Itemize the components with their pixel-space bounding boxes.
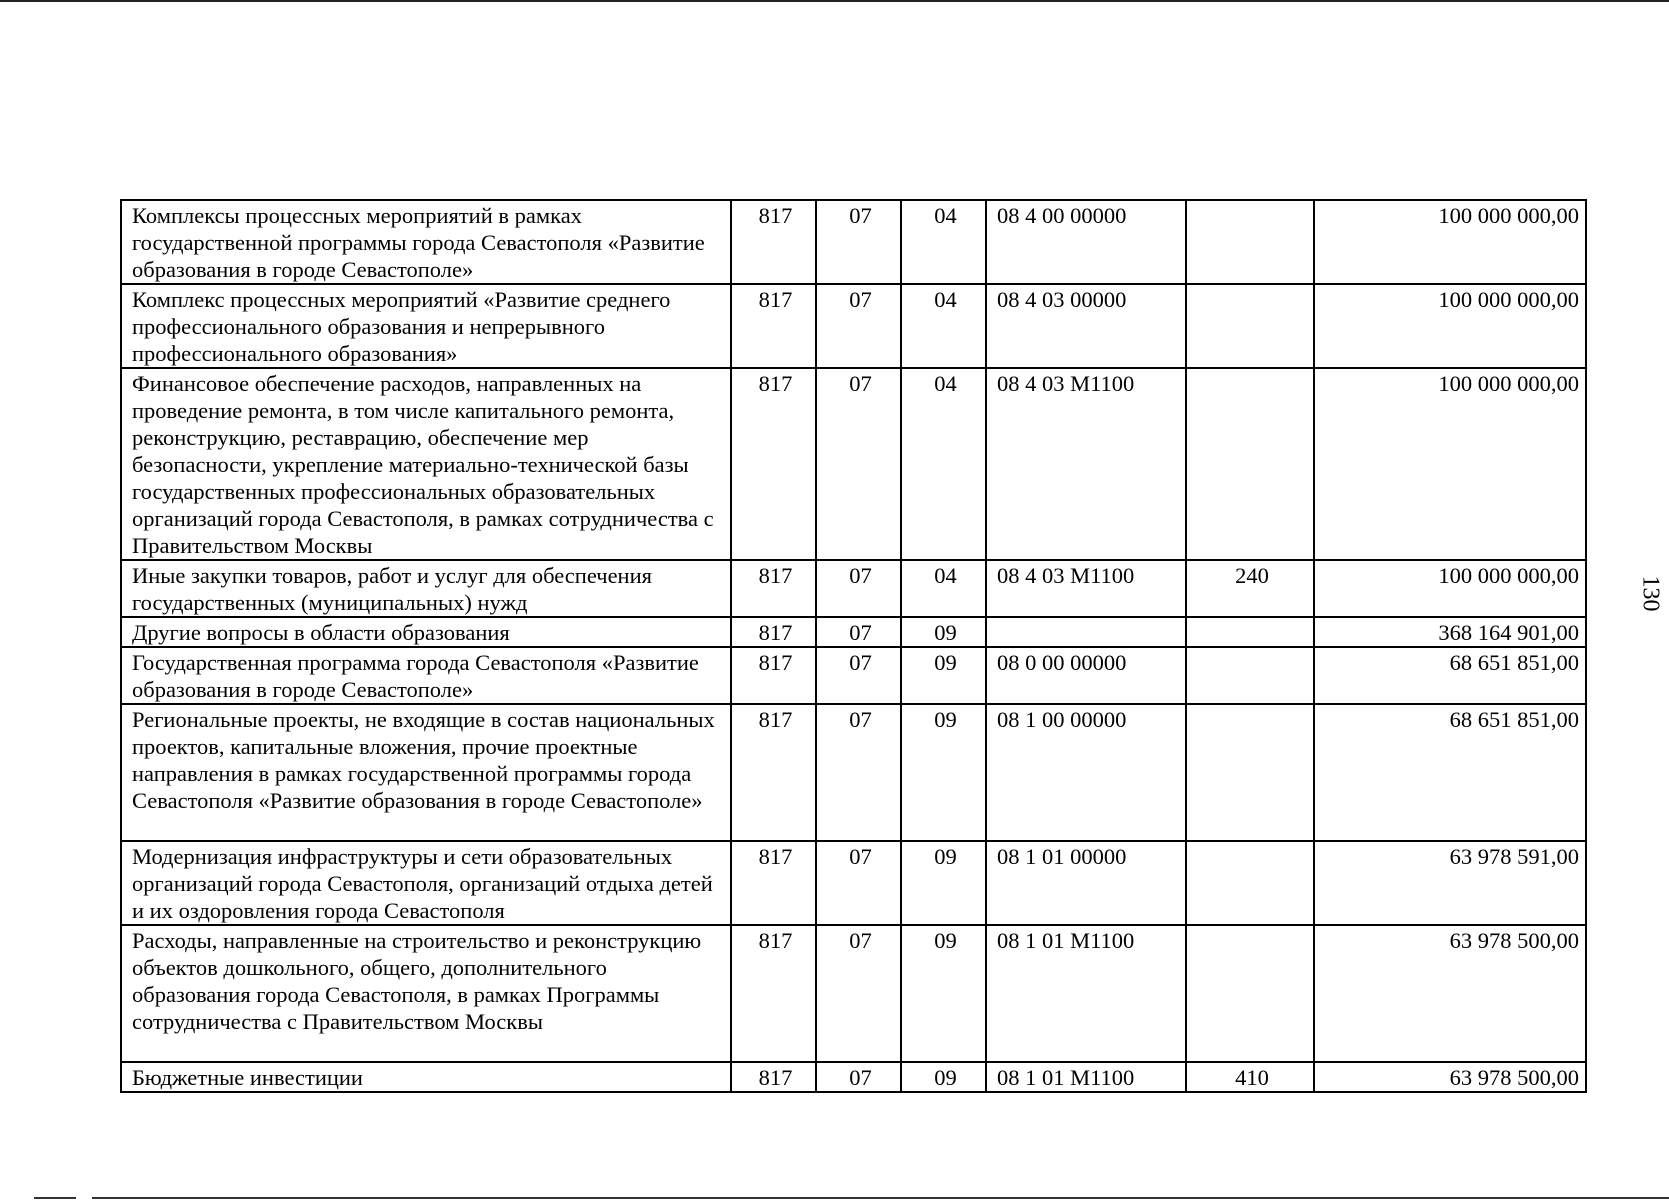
row-csr: 08 0 00 00000: [986, 647, 1186, 704]
row-vr: [1186, 925, 1314, 1062]
row-grbs: 817: [731, 704, 816, 841]
row-rz: 07: [816, 200, 901, 284]
row-csr: 08 4 03 М1100: [986, 368, 1186, 560]
budget-table: [120, 199, 1587, 1093]
row-rz: 07: [816, 368, 901, 560]
table-row: [121, 704, 1586, 841]
row-sum: 68 651 851,00: [1314, 647, 1586, 704]
row-pr: 04: [901, 200, 986, 284]
top-rule: [0, 0, 1669, 2]
row-vr: 410: [1186, 1062, 1314, 1092]
row-sum: 63 978 500,00: [1314, 1062, 1586, 1092]
bottom-rule: [92, 1197, 1669, 1199]
row-vr: [1186, 617, 1314, 647]
row-sum: 368 164 901,00: [1314, 617, 1586, 647]
row-csr: 08 4 03 00000: [986, 284, 1186, 368]
row-name: Государственная программа города Севастополя «Развитие образования в городе Севастополе»: [121, 647, 731, 704]
row-vr: [1186, 200, 1314, 284]
row-vr: [1186, 841, 1314, 925]
row-pr: 04: [901, 368, 986, 560]
row-name: Комплекс процессных мероприятий «Развитие среднего профессионального образования и непрерывного профессионального образования»: [121, 284, 731, 368]
table-row: [121, 647, 1586, 704]
row-pr: 09: [901, 1062, 986, 1092]
row-name: Модернизация инфраструктуры и сети образовательных организаций города Севастополя, организаций отдыха детей и их оздоровления города Севастополя: [121, 841, 731, 925]
row-rz: 07: [816, 704, 901, 841]
table-row: [121, 841, 1586, 925]
row-rz: 07: [816, 925, 901, 1062]
row-rz: 07: [816, 560, 901, 617]
row-rz: 07: [816, 841, 901, 925]
row-csr: 08 1 01 00000: [986, 841, 1186, 925]
row-grbs: 817: [731, 1062, 816, 1092]
row-pr: 09: [901, 704, 986, 841]
row-grbs: 817: [731, 284, 816, 368]
row-name: Региональные проекты, не входящие в состав национальных проектов, капитальные вложения, прочие проектные направления в рамках государственной программы города Севастополя «Развитие образования в городе Севастополе»: [121, 704, 731, 841]
row-pr: 09: [901, 925, 986, 1062]
row-sum: 100 000 000,00: [1314, 560, 1586, 617]
row-pr: 09: [901, 841, 986, 925]
row-vr: [1186, 284, 1314, 368]
row-sum: 63 978 500,00: [1314, 925, 1586, 1062]
row-name: Иные закупки товаров, работ и услуг для обеспечения государственных (муниципальных) нужд: [121, 560, 731, 617]
row-name: Другие вопросы в области образования: [121, 617, 731, 647]
row-grbs: 817: [731, 200, 816, 284]
row-pr: 04: [901, 284, 986, 368]
row-sum: 63 978 591,00: [1314, 841, 1586, 925]
table-row: [121, 560, 1586, 617]
row-sum: 68 651 851,00: [1314, 704, 1586, 841]
row-csr: 08 1 01 М1100: [986, 1062, 1186, 1092]
row-grbs: 817: [731, 925, 816, 1062]
table-row: [121, 200, 1586, 284]
row-grbs: 817: [731, 617, 816, 647]
row-rz: 07: [816, 284, 901, 368]
row-grbs: 817: [731, 841, 816, 925]
row-pr: 09: [901, 617, 986, 647]
row-rz: 07: [816, 647, 901, 704]
row-grbs: 817: [731, 560, 816, 617]
table-body: [121, 200, 1586, 1092]
row-grbs: 817: [731, 647, 816, 704]
row-rz: 07: [816, 1062, 901, 1092]
table-row: [121, 1062, 1586, 1092]
row-sum: 100 000 000,00: [1314, 200, 1586, 284]
row-sum: 100 000 000,00: [1314, 284, 1586, 368]
table-row: [121, 925, 1586, 1062]
row-csr: 08 1 00 00000: [986, 704, 1186, 841]
row-vr: 240: [1186, 560, 1314, 617]
row-pr: 09: [901, 647, 986, 704]
table-row: [121, 617, 1586, 647]
row-csr: 08 1 01 М1100: [986, 925, 1186, 1062]
row-name: Расходы, направленные на строительство и реконструкцию объектов дошкольного, общего, дополнительного образования города Севастополя, в рамках Программы сотрудничества с Правительством Москвы: [121, 925, 731, 1062]
row-vr: [1186, 368, 1314, 560]
bottom-rule-short: [34, 1197, 76, 1199]
row-rz: 07: [816, 617, 901, 647]
row-name: Финансовое обеспечение расходов, направленных на проведение ремонта, в том числе капитального ремонта, реконструкцию, реставрацию, обеспечение мер безопасности, укрепление материально-технической базы государственных профессиональных образовательных организаций города Севастополя, в рамках сотрудничества с Правительством Москвы: [121, 368, 731, 560]
row-grbs: 817: [731, 368, 816, 560]
table-row: [121, 284, 1586, 368]
row-csr: 08 4 00 00000: [986, 200, 1186, 284]
row-pr: 04: [901, 560, 986, 617]
row-vr: [1186, 704, 1314, 841]
row-name: Бюджетные инвестиции: [121, 1062, 731, 1092]
table-row: [121, 368, 1586, 560]
row-vr: [1186, 647, 1314, 704]
row-name: Комплексы процессных мероприятий в рамках государственной программы города Севастополя «Развитие образования в городе Севастополе»: [121, 200, 731, 284]
row-csr: [986, 617, 1186, 647]
row-csr: 08 4 03 М1100: [986, 560, 1186, 617]
row-sum: 100 000 000,00: [1314, 368, 1586, 560]
page-number: 130: [1637, 575, 1664, 612]
